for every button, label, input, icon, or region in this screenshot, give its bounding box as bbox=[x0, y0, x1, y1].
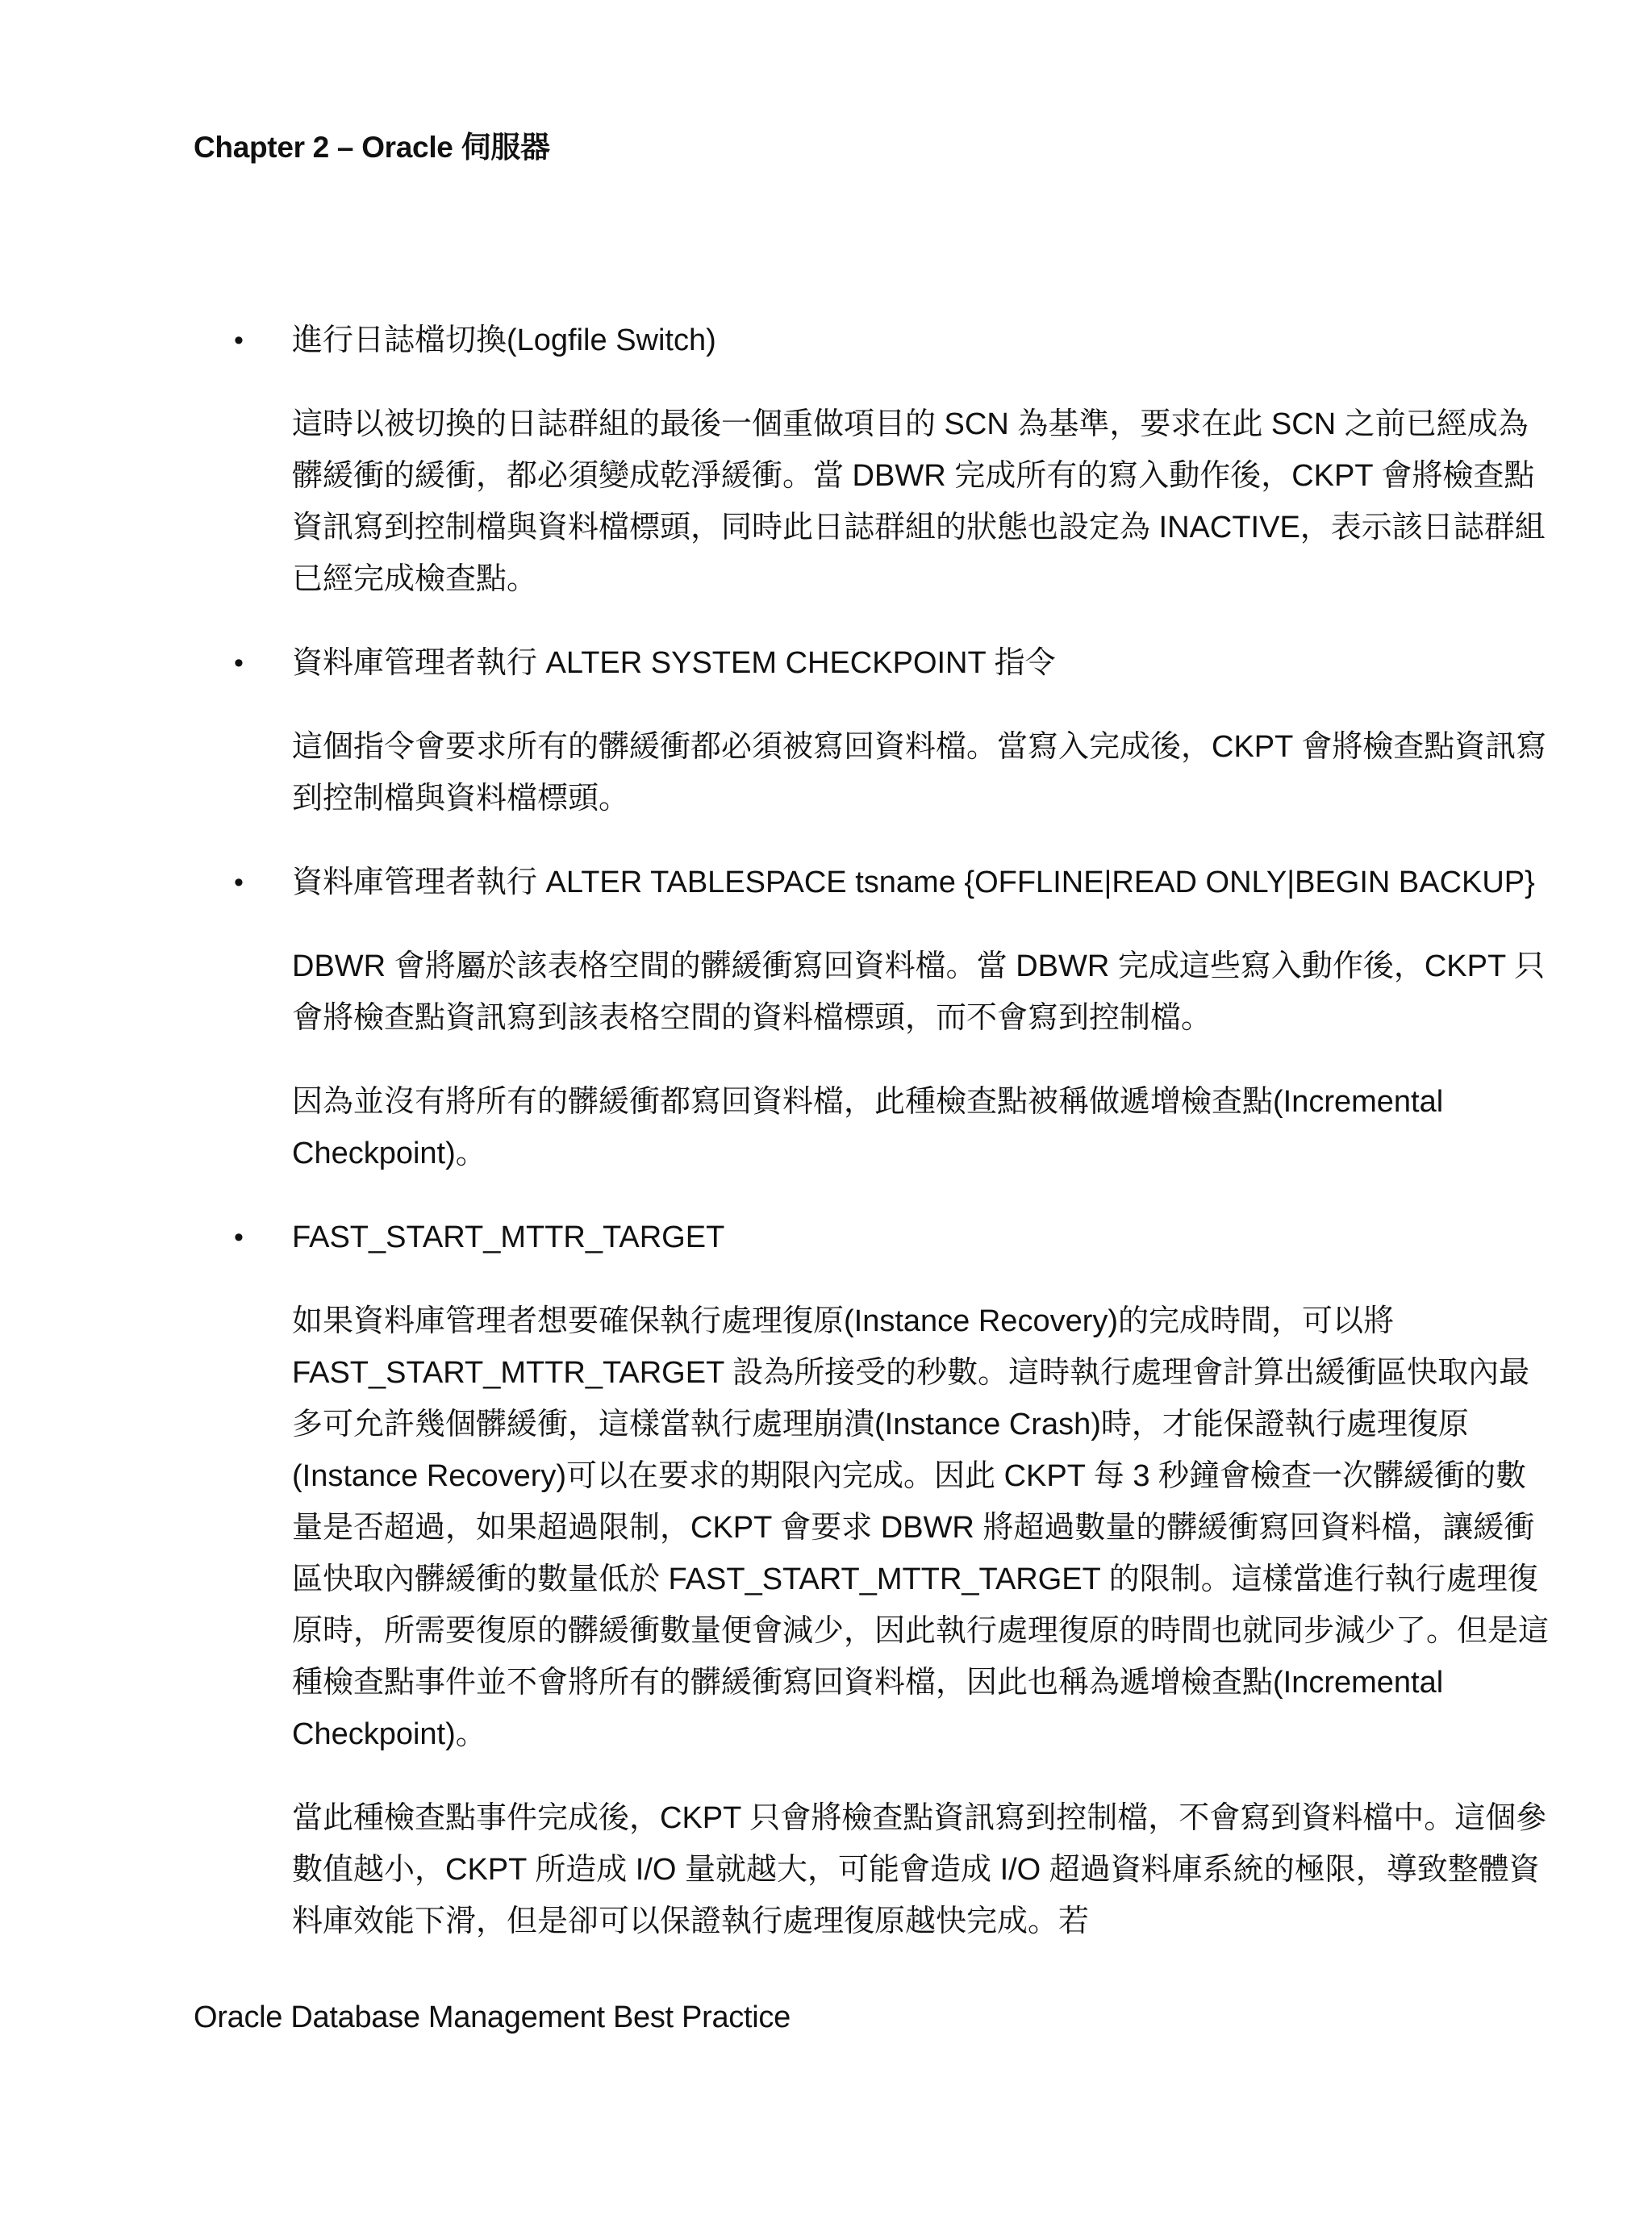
bullet-item-alter-system-checkpoint bbox=[194, 637, 1500, 689]
bullet-dot-icon: • bbox=[234, 867, 244, 898]
bullet-item-fast-start-mttr-target bbox=[194, 1212, 1500, 1263]
paragraph: 因為並沒有將所有的髒緩衝都寫回資料檔，此種檢查點被稱做遞增檢查點(Incremental Checkpoint)。 bbox=[292, 1085, 1444, 1170]
paragraph: 當此種檢查點事件完成後，CKPT 只會將檢查點資訊寫到控制檔，不會寫到資料檔中。這個參數值越小，CKPT 所造成 I/O 量就越大，可能會造成 I/O 超過資料庫系統的極限，導致整體資料庫效能下滑，但是卻可以保證執行處理復原越快完成。若 bbox=[292, 1801, 1547, 1938]
paragraph: DBWR 會將屬於該表格空間的髒緩衝寫回資料檔。當 DBWR 完成這些寫入動作後，CKPT 只會將檢查點資訊寫到該表格空間的資料檔標頭，而不會寫到控制檔。 bbox=[292, 949, 1546, 1035]
bullet-text: 資料庫管理者執行 ALTER TABLESPACE tsname {OFFLINE|READ ONLY|BEGIN BACKUP} bbox=[292, 866, 1535, 899]
bullet-text: 進行日誌檔切換(Logfile Switch) bbox=[292, 323, 716, 357]
bullet-dot-icon: • bbox=[234, 648, 244, 678]
bullet-text: FAST_START_MTTR_TARGET bbox=[292, 1220, 725, 1254]
bullet-dot-icon: • bbox=[234, 325, 244, 356]
bullet-item-logfile-switch bbox=[194, 315, 1500, 366]
bullet-dot-icon: • bbox=[234, 1222, 244, 1253]
paragraph: 這個指令會要求所有的髒緩衝都必須被寫回資料檔。當寫入完成後，CKPT 會將檢查點資訊寫到控制檔與資料檔標頭。 bbox=[292, 730, 1547, 816]
page-body bbox=[194, 315, 1550, 1947]
page-footer-text: Oracle Database Management Best Practice bbox=[194, 2000, 791, 2034]
paragraph: 這時以被切換的日誌群組的最後一個重做項目的 SCN 為基準，要求在此 SCN 之前已經成為髒緩衝的緩衝，都必須變成乾淨緩衝。當 DBWR 完成所有的寫入動作後，CKPT 會將檢查點資訊寫到控制檔與資料檔標頭，同時此日誌群組的狀態也設定為 INACTIVE，表示該日誌群組已經完成檢查點。 bbox=[292, 407, 1546, 596]
bullet-item-alter-tablespace bbox=[194, 857, 1550, 908]
page-header-title: Chapter 2 – Oracle 伺服器 bbox=[194, 131, 550, 164]
paragraph: 如果資料庫管理者想要確保執行處理復原(Instance Recovery)的完成時間，可以將 FAST_START_MTTR_TARGET 設為所接受的秒數。這時執行處理會計算出緩衝區快取內最多可允許幾個髒緩衝，這樣當執行處理崩潰(Instance Crash)時，才能保證執行處理復原(Instance Recovery)可以在要求的期限內完成。因此 CKPT 每 3 秒鐘會檢查一次髒緩衝的數量是否超過，如果超過限制，CKPT 會要求 DBWR 將超過數量的髒緩衝寫回資料檔，讓緩衝區快取內髒緩衝的數量低於 FAST_START_MTTR_TARGET 的限制。這樣當進行執行處理復原時，所需要復原的髒緩衝數量便會減少，因此執行處理復原的時間也就同步減少了。但是這種檢查點事件並不會將所有的髒緩衝寫回資料檔，因此也稱為遞增檢查點(Incremental Checkpoint)。 bbox=[292, 1304, 1550, 1751]
bullet-text: 資料庫管理者執行 ALTER SYSTEM CHECKPOINT 指令 bbox=[292, 646, 1056, 680]
